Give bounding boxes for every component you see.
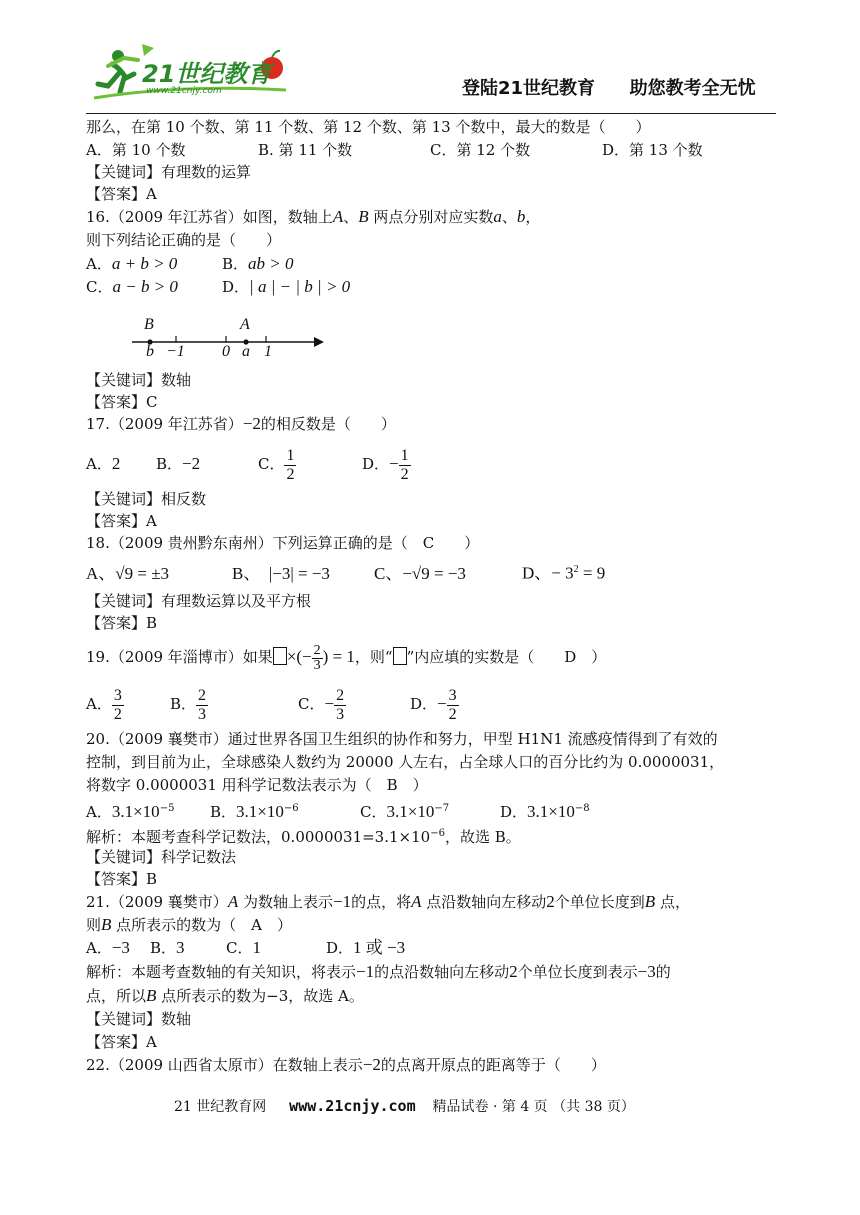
q20-stem-line3: 将数字 0.0000031 用科学记数法表示为（ B ） [86, 776, 428, 794]
q16-stem-line2: 则下列结论正确的是（ ） [86, 231, 282, 249]
q19-option-a-fraction [112, 687, 124, 724]
q19-d-num: 3 [448, 686, 457, 704]
q20-option-b: 3.1×10 [236, 802, 284, 821]
q22-stem-post: 的点离开原点的距离等于（ ） [380, 1056, 606, 1074]
q19-option-b-fraction [196, 687, 208, 724]
q16-keyword: 【关键词】数轴 [86, 371, 192, 389]
q16-stem-text: 16.（2009 年江苏省）如图，数轴上 [86, 208, 333, 226]
q21-var-A2: A [411, 892, 422, 911]
q20-option-a-exp: −5 [159, 803, 175, 814]
q21-answer: 【答案】A [86, 1033, 157, 1051]
q16-option-d: | a | − | b | > 0 [249, 277, 351, 296]
q21-keyword: 【关键词】数轴 [86, 1010, 192, 1028]
q19-stem [86, 640, 606, 674]
q18-option-d-base: D、− 3 [522, 563, 574, 583]
q17-keyword: 【关键词】相反数 [86, 490, 207, 508]
q18-option-c: C、−√9 = −3 [374, 563, 466, 583]
q16-option-a-label: A． [86, 255, 112, 273]
q19-b-den: 3 [198, 705, 207, 723]
q17-stem-math: −2 [242, 414, 261, 433]
q19-b-num: 2 [198, 686, 207, 704]
q20-options [86, 798, 590, 823]
q15-answer: 【答案】A [86, 185, 157, 203]
logo-text: 21世纪教育 [142, 60, 272, 88]
q15-keyword: 【关键词】有理数的运算 [86, 163, 252, 181]
q21-option-d: 1 或 −3 [353, 938, 406, 957]
q21-two: 2 [546, 892, 555, 911]
q16-options-row1 [86, 253, 294, 275]
nl-label-B: B [144, 316, 154, 333]
q15-option-b: B. 第 11 个数 [258, 141, 353, 159]
q20-option-a-label: A． [86, 803, 112, 821]
q21-option-c: 1 [252, 938, 261, 957]
q21-stem-end: 点， [655, 893, 690, 911]
q16-stem-mid: 两点分别对应实数 [368, 208, 494, 226]
q21-stem-mid2: 的点，将 [351, 893, 412, 911]
q18-stem: 18.（2009 贵州黔东南州）下列运算正确的是（ C ） [86, 534, 480, 552]
q19-stem-post2: ”内应填的实数是（ D ） [406, 648, 607, 666]
q21-stem2-var-B: B [101, 915, 112, 934]
q21-stem-mid: 为数轴上表示 [238, 893, 333, 911]
q19-c-minus: − [324, 694, 335, 713]
q16-option-b: ab > 0 [248, 254, 294, 273]
q16-var-A: A [332, 207, 344, 226]
q16-var-a: a [493, 207, 502, 226]
q16-stem-end: ， [525, 208, 541, 226]
q21-analysis-two: 2 [509, 962, 518, 981]
q21-option-b-label: B． [150, 939, 177, 957]
q21-stem-line1 [86, 891, 690, 913]
q19-d-den: 2 [448, 705, 457, 723]
q15-option-d: D．第 13 个数 [602, 141, 703, 159]
q19-stem-text: 19.（2009 年淄博市）如果 [86, 648, 273, 666]
q20-option-d-exp: −8 [574, 803, 590, 814]
q19-a-num: 3 [113, 686, 122, 704]
q21-options [86, 937, 405, 959]
q17-option-b-label: B． [156, 455, 183, 473]
q19-blank-box [273, 647, 287, 665]
q21-option-a: −3 [111, 938, 130, 957]
q21-stem-mid3: 点沿数轴向左移动 [421, 893, 547, 911]
q20-option-d-label: D． [500, 803, 528, 821]
q21-minus-one: −1 [332, 892, 352, 911]
q15-stem: 那么，在第 10 个数、第 11 个数、第 12 个数、第 13 个数中，最大的数是（ ） [86, 118, 651, 136]
q19-equals: ) = 1 [322, 647, 355, 666]
q21-stem-text: 21.（2009 襄樊市） [86, 893, 228, 911]
nl-tick-b: b [146, 343, 154, 360]
q20-answer: 【答案】B [86, 870, 158, 888]
q21-analysis-end: 的 [655, 963, 671, 981]
q17-d-numerator: 1 [400, 446, 409, 464]
q16-option-a: a + b > 0 [111, 254, 178, 273]
q20-option-b-exp: −6 [283, 803, 299, 814]
q15-options [86, 139, 703, 161]
q22-stem-math: −2 [362, 1055, 381, 1074]
q20-option-c: 3.1×10 [386, 802, 435, 821]
q20-analysis-post: ，故选 B。 [444, 828, 521, 846]
q20-option-c-exp: −7 [434, 803, 450, 814]
nl-tick-one: 1 [264, 343, 272, 360]
q21-stem2-pre: 则 [86, 916, 102, 934]
q17-option-c-fraction [284, 447, 296, 484]
q22-stem [86, 1054, 606, 1076]
q21-var-A: A [227, 892, 239, 911]
q20-analysis-text: 解析：本题考查科学记数法，0.0000031=3.1×10 [86, 828, 431, 846]
q20-analysis [86, 823, 521, 848]
slogan-left: 登陆21世纪教育 [462, 78, 596, 99]
q17-stem [86, 413, 396, 435]
q16-option-d-label: D． [222, 278, 250, 296]
q17-c-denominator: 2 [286, 465, 295, 483]
q17-option-d-fraction [399, 447, 411, 484]
header-slogan [462, 74, 756, 100]
q16-var-B: B [358, 207, 369, 226]
q21-option-a-label: A． [86, 939, 112, 957]
q19-times: ×(− [286, 647, 312, 666]
q16-answer: 【答案】C [86, 393, 158, 411]
q17-option-b: −2 [182, 454, 201, 473]
logo-url: www.21cnjy.com [146, 86, 222, 96]
q17-option-c-label: C． [258, 455, 285, 473]
q18-option-d [522, 559, 605, 585]
q21-option-d-label: D． [326, 939, 354, 957]
q19-options [86, 682, 459, 726]
q19-option-d-label: D． [410, 695, 438, 713]
header-divider [86, 113, 776, 114]
nl-tick-zero: 0 [222, 343, 230, 360]
q19-numerator: 2 [313, 642, 321, 658]
q21-stem-line2 [86, 914, 292, 936]
site-logo [90, 38, 290, 108]
q18-answer: 【答案】B [86, 614, 158, 632]
q19-c-den: 3 [336, 705, 345, 723]
q20-option-a: 3.1×10 [111, 802, 160, 821]
footer-url: www.21cnjy.com [289, 1097, 416, 1115]
footer-site: 21 世纪教育网 [174, 1099, 267, 1115]
q20-keyword: 【关键词】科学记数法 [86, 848, 237, 866]
axis-arrow-icon [314, 337, 324, 347]
q21-analysis2-var-B: B [146, 986, 157, 1005]
q18-option-d-exp: 2 [573, 564, 579, 575]
q20-option-d: 3.1×10 [527, 802, 575, 821]
q17-option-d-sign: − [389, 454, 399, 473]
q21-analysis-minus-one: −1 [356, 962, 375, 981]
nl-tick-minus-one: −1 [166, 343, 185, 360]
q21-analysis2-post: 点所表示的数为−3，故选 A。 [156, 987, 364, 1005]
q18-option-a: A、√9 = ±3 [86, 563, 170, 583]
q21-analysis-line2 [86, 985, 364, 1007]
q19-option-c-label: C． [298, 695, 325, 713]
q15-option-a: A．第 10 个数 [86, 141, 186, 159]
q19-option-b-label: B． [170, 695, 197, 713]
q16-sep2: 、 [501, 208, 517, 226]
q16-option-c-label: C． [86, 278, 113, 296]
q21-stem-mid4: 个单位长度到 [554, 893, 645, 911]
q19-stem-post: ，则“ [354, 648, 393, 666]
q20-stem-line1: 20.（2009 襄樊市）通过世界各国卫生组织的协作和努力，甲型 H1N1 流感疫情得到了有效的 [86, 730, 718, 748]
q19-option-d-fraction [447, 687, 459, 724]
q19-d-minus: − [437, 694, 447, 713]
q21-analysis-mid: 的点沿数轴向左移动 [374, 963, 510, 981]
q17-option-d-label: D． [362, 455, 390, 473]
q22-stem-text: 22.（2009 山西省太原市）在数轴上表示 [86, 1056, 363, 1074]
q19-blank-box-2 [393, 647, 407, 665]
q16-sep: 、 [343, 208, 359, 226]
q17-stem-post: 的相反数是（ ） [260, 415, 396, 433]
footer-page: 精品试卷 · 第 4 页 （共 38 页） [432, 1099, 635, 1115]
q19-c-num: 2 [336, 686, 345, 704]
q18-keyword: 【关键词】有理数运算以及平方根 [86, 592, 312, 610]
q21-var-B: B [644, 892, 656, 911]
q21-stem2-post: 点所表示的数为（ A ） [111, 916, 293, 934]
page-footer [174, 1096, 635, 1116]
q17-option-a-label: A． [86, 455, 112, 473]
q17-answer: 【答案】A [86, 512, 157, 530]
q21-analysis-line1 [86, 961, 671, 983]
q20-option-c-label: C． [360, 803, 387, 821]
q16-options-row2 [86, 276, 350, 298]
q21-analysis-minus-three: −3 [637, 962, 656, 981]
q21-analysis2-pre: 点，所以 [86, 987, 147, 1005]
q16-stem-line1 [86, 206, 540, 228]
q17-d-denominator: 2 [400, 465, 409, 483]
q17-stem-text: 17.（2009 年江苏省） [86, 415, 243, 433]
q21-option-b: 3 [176, 938, 185, 957]
q17-options [86, 440, 411, 488]
q21-analysis-mid2: 个单位长度到表示 [517, 963, 638, 981]
q16-var-b: b [516, 207, 526, 226]
q20-analysis-exp: −6 [430, 828, 445, 839]
q18-option-d-post: = 9 [578, 563, 606, 583]
nl-tick-a: a [242, 343, 250, 360]
q19-a-den: 2 [113, 705, 122, 723]
q19-denominator: 3 [313, 657, 321, 673]
slogan-right: 助您教考全无忧 [629, 78, 756, 99]
q17-option-a: 2 [111, 454, 121, 473]
q19-stem-fraction [312, 644, 323, 673]
q21-analysis-text: 解析：本题考查数轴的有关知识，将表示 [86, 963, 357, 981]
nl-label-A: A [240, 316, 250, 333]
q15-option-c: C．第 12 个数 [430, 141, 531, 159]
q20-stem-line2: 控制，到目前为止，全球感染人数约为 20000 人左右，占全球人口的百分比约为 0.0000031， [86, 753, 725, 771]
q19-option-c-fraction [334, 687, 346, 724]
q19-option-a-label: A． [86, 695, 112, 713]
q18-options [86, 559, 605, 585]
q16-option-c: a − b > 0 [112, 277, 178, 296]
q16-number-line-figure [128, 316, 328, 362]
q21-option-c-label: C． [226, 939, 253, 957]
q18-option-b: B、 |−3| = −3 [232, 563, 330, 583]
q16-option-b-label: B． [222, 255, 249, 273]
q20-option-b-label: B． [210, 803, 237, 821]
q17-c-numerator: 1 [286, 446, 295, 464]
